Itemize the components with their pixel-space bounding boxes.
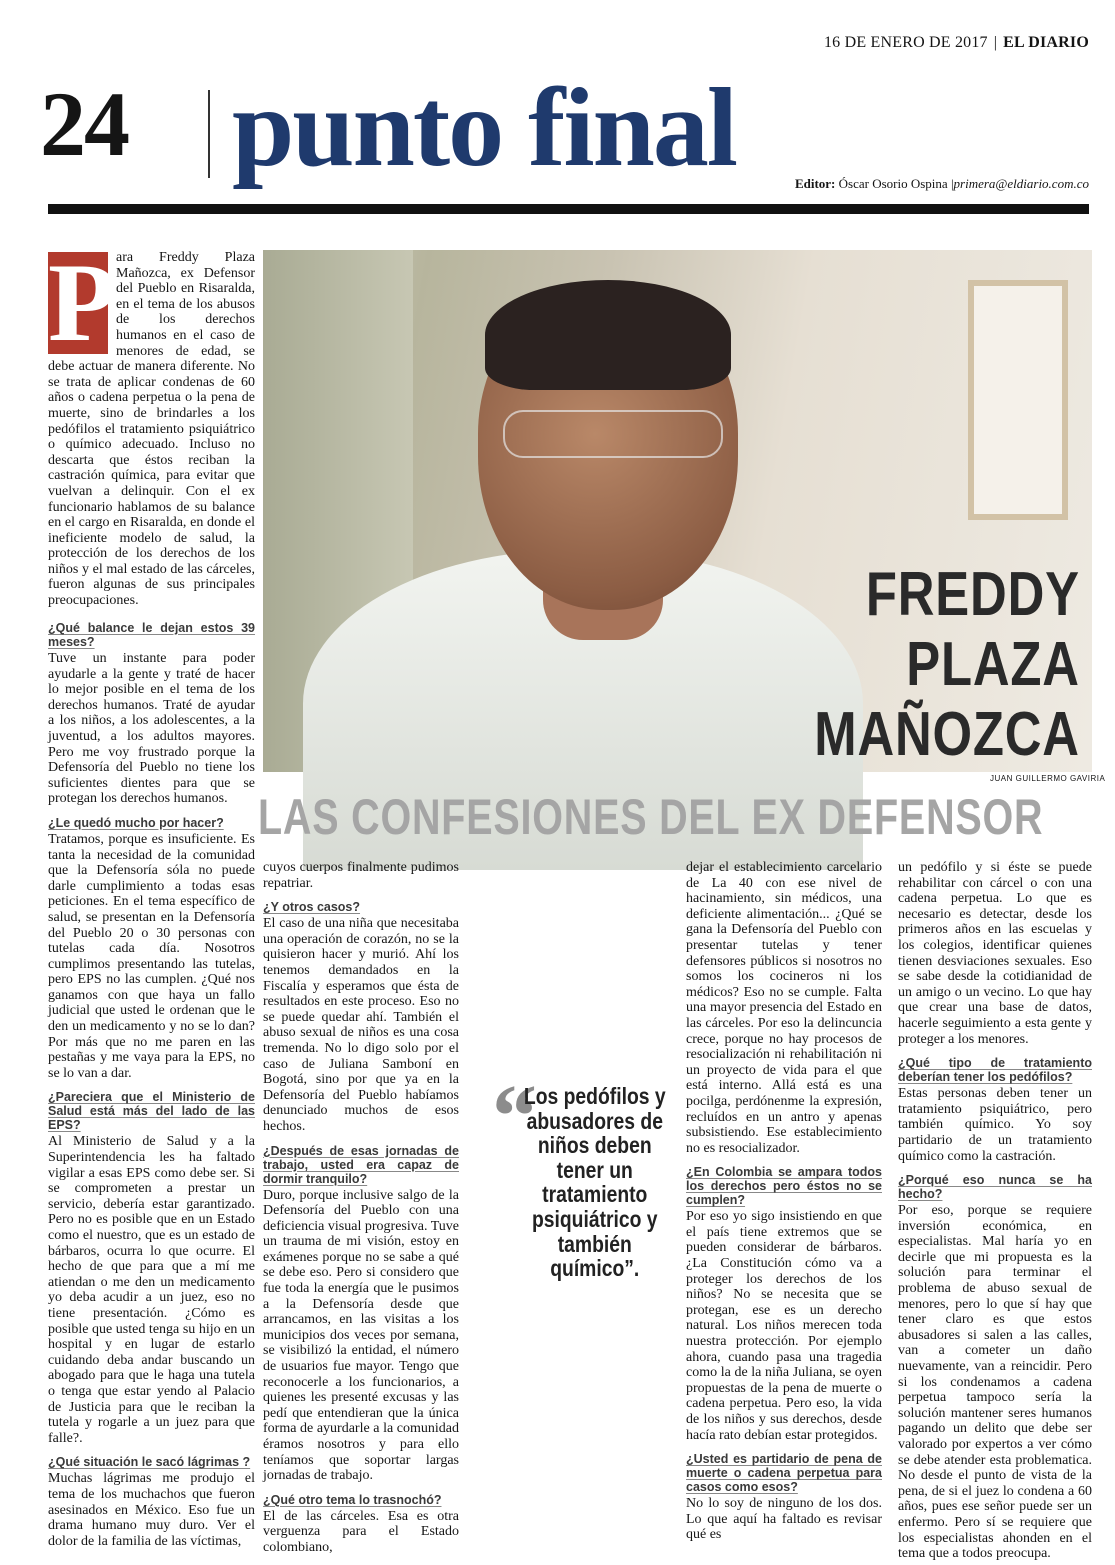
answer: Por eso yo sigo insistiendo en que el país tiene extremos que se pueden considerar de bárbaros. ¿La Constitución cómo va a proteger los derechos de los niños? No se necesita que se protegan, ese es un derecho natural. Los niños merecen toda nuestra protección. Por ejemplo ahora, cuando pasa una tragedia como la de la niña Juliana, se oyen propuestas de la pena de muerte o cadena perpetua. Pero eso, la vida de los niños y sus derechos, desde hacía rato debían estar protegidos. — [686, 1209, 882, 1443]
header-divider — [208, 90, 210, 178]
quote-mark-icon: “ — [492, 1067, 537, 1166]
editor-name: Óscar Osorio Ospina — [838, 176, 948, 191]
name-line: FREDDY — [866, 560, 1080, 629]
question: ¿Pareciera que el Ministerio de Salud está más del lado de las EPS? — [48, 1090, 255, 1133]
answer: No lo soy de ninguno de los dos. Lo que aquí ha faltado es revisar qué es — [686, 1496, 882, 1543]
editor-credit — [795, 176, 1089, 192]
answer: Estas personas deben tener un tratamiento psiquiátrico, pero también químico. Yo soy partidario de un tratamiento químico como la castración. — [898, 1086, 1092, 1164]
editor-label: Editor: — [794, 176, 836, 191]
answer: El de las cárceles. Esa es otra verguenza para el Estado colombiano, — [263, 1508, 459, 1555]
answer: un pedófilo y si éste se puede rehabilitar con cárcel o con una cadena perpetua. Lo que es necesario es detectar, desde los primeros años en las escuelas y los colegios, identificar quienes tienen desviaciones sexuales. Eso se sabe desde la cotidianidad de un amigo o un vecino. Lo que hay que crear una base de datos, hacerle seguimiento a esta gente y proteger a los menores. — [898, 860, 1092, 1047]
issue-date: 16 DE ENERO DE 2017 — [823, 34, 988, 51]
masthead-dateline — [824, 34, 1089, 52]
answer: Al Ministerio de Salud y a la Superintendencia les ha faltado vigilar a esas EPS como debe ser. Si se comprometen a prestar un servicio, debería estar garantizado. Pero no es posible que en un Estado como el nuestro, que es un estado de bárbaros, ocurra lo que ocurre. El hecho de que para que a mí me atiendan o me den un medicamento yo deba acudir a un juez, eso no tiene presentación. ¿Cómo es posible que usted tenga su hijo en un hospital y en lugar de estarlo cuidando deba andar buscando un abogado para que le haga una tutela o tenga que estar yendo al Palacio de Justicia para que le reciban la tutela y rogarle a un juez para que falle?. — [48, 1134, 255, 1446]
photo-glasses — [503, 410, 723, 458]
photo-credit: JUAN GUILLERMO GAVIRIA — [990, 774, 1106, 783]
question: ¿Qué otro tema lo trasnochó? — [263, 1492, 442, 1507]
question: ¿Qué tipo de tratamiento deberían tener los pedófilos? — [898, 1056, 1092, 1085]
question: ¿Le quedó mucho por hacer? — [48, 815, 224, 830]
answer: Muchas lágrimas me produjo el tema de los muchachos que fueron asesinados en México. Eso fue un drama humano muy duro. Ver el dolor de la familia de las víctimas, — [48, 1471, 255, 1549]
pull-quote-text: Los pedófilos y abusadores de niños deben tener un tratamiento psiquiátrico y también químico”. — [523, 1083, 666, 1282]
answer: Duro, porque inclusive salgo de la Defensoría del Pueblo con una deficiencia visual progresiva. Tuve un trauma de mi visión, estoy en exámenes porque no se sabe a qué se debe eso. Pero si considero que fue toda la energía que le pusimos a la Defensoría desde que arrancamos, en las visitas a los municipios dos veces por semana, se visibilizó la entidad, el número de usuarios fue mayor. Tengo que reconocerle a los funcionarios, a quienes les presenté excusas y las pedí que entendieran que la única forma de ayurdarle a la comunidad éramos nosotros y para ello teníamos que soportar largas jornadas de trabajo. — [263, 1187, 459, 1484]
answer: Tratamos, porque es insuficiente. Es tanta la necesidad de la comunidad que la Defensoría sóla no puede darle cumplimiento a todas esas peticiones. En el tema específico de salud, se presentan en la Defensoría del Pueblo 20 o 30 personas con tutelas cada día. Nosotros cumplimos presentando las tutelas, pero EPS no las cumplen. ¿Qué nos ganamos con que haya un fallo judicial que usted le ordenan que le den un medicamento y no se lo dan? Por más que no me paren en las pestañas y me vaya para la EPS, no se lo van a dar. — [48, 831, 255, 1081]
question: ¿Qué balance le dejan estos 39 meses? — [48, 621, 255, 649]
editor-separator: | — [950, 176, 954, 191]
dropcap: P — [48, 241, 117, 365]
header-rule — [48, 204, 1089, 214]
question: ¿En Colombia se ampara todos los derechos pero éstos no se cumplen? — [686, 1165, 882, 1208]
portrait-photo — [263, 250, 1092, 772]
answer: Tuve un instante para poder ayudarle a la gente y traté de hacer lo mejor posible en el tema de los derechos humanos. Traté de ayudar a los niños, a los adolescentes, a la juventud, a los adultos mayores. Pero me voy frustrado porque la Defensoría del Pueblo no tiene los suficientes dientes para que se protegan los derechos humanos. — [48, 651, 255, 807]
column-4 — [898, 860, 1092, 1565]
interviewee-name — [814, 560, 1080, 770]
newspaper-name: EL DIARIO — [1003, 34, 1089, 51]
question: ¿Porqué eso nunca se ha hecho? — [898, 1173, 1092, 1202]
name-line: PLAZA — [906, 630, 1080, 699]
masthead-separator: | — [993, 34, 998, 51]
column-3 — [686, 860, 882, 1546]
headline: LAS CONFESIONES DEL EX DEFENSOR — [258, 789, 1044, 845]
photo-hair — [485, 280, 731, 390]
answer: El caso de una niña que necesitaba una operación de corazón, no se la quisieron hacer y murió. Ahí los tenemos demandados en la Fiscalía y esperamos que ésta de resultados en este proceso. Eso no se puede quedar ahí. También el abuso sexual de niños es una cosa tremenda. No lo digo solo por el caso de Juliana Samboní en Bogotá, sino por que ya en la Defensoría del Pueblo habíamos denunciado muchos de esos hechos. — [263, 916, 459, 1134]
editor-email: primera@eldiario.com.co — [953, 176, 1089, 191]
column-2 — [263, 860, 459, 1559]
question: ¿Qué situación le sacó lágrimas ? — [48, 1455, 251, 1470]
section-title: punto final — [232, 66, 736, 190]
answer: Por eso, porque se requiere inversión económica, en especialistas. Mal haría yo en decirle que mi propuesta es la solución para terminar el problema de abuso sexual de menores, pero lo que sí hay que tener claro es que estos abusadores si salen a las calles, van a cometer un daño nuevamente, van a reincidir. Pero si los condenamos a cadena perpetua tampoco sería la solución mantener seres humanos pagando un delito que debe ser valorado por expertos a ver cómo se debe atender esta problematica. No desde el punto de vista de la pena, de si el juez lo condena a 60 años, pues ese señor puede ser un enfermo. Pero sí se requiere que los especialistas ahonden en el tema que a todos preocupa. — [898, 1203, 1092, 1562]
article-intro — [48, 241, 255, 612]
answer: cuyos cuerpos finalmente pudimos repatriar. — [263, 860, 459, 891]
question: ¿Y otros casos? — [263, 900, 361, 915]
photo-background-frame — [968, 280, 1068, 520]
question: ¿Después de esas jornadas de trabajo, usted era capaz de dormir tranquilo? — [263, 1143, 459, 1186]
name-line: MAÑOZCA — [814, 700, 1080, 769]
intro-paragraph: ara Freddy Plaza Mañozca, ex Defensor del Pueblo en Risaralda, en el tema de los abusos de los derechos humanos en el caso de menores de edad, se debe actuar de manera diferente. No se trata de aplicar condenas de 60 años o cadena perpetua o la pena de muerte, sino de brindarles a los pedófilos el tratamiento psiquiátrico o químico adecuado. Incluso no descarta que éstos reciban la castración química, para evitar que vuelvan a delinquir. Con el ex funcionario hablamos de su balance en el cargo en Risaralda, en donde el ineficiente modelo de salud, la protección de los derechos de los niños y el mal estado de las cárceles, fueron algunas de sus principales preocupaciones. — [48, 250, 255, 609]
column-1 — [48, 612, 255, 1552]
answer: dejar el establecimiento carcelario de La 40 con ese nivel de hacinamiento, sin médicos, una deficiente alimentación... ¿Qué se gana la Defensoría del Pueblo con presentar tutelas y tener defensores públicos si nosotros no somos los cocineros ni los médicos? Eso no se cumple. Falta una mayor presencia del Estado en las cárceles. Por eso la delincuncia crece, porque no hay procesos de resocialización ni rehabilitación ni un proyecto de vida para el que está interno. Allá está es una pocilga, perdónenme la expresión, recluídos en un antro y apenas subsistiendo. Ese establecimiento no es resocializador. — [686, 860, 882, 1156]
question: ¿Usted es partidario de pena de muerte o cadena perpetua para casos como esos? — [686, 1452, 882, 1495]
page-number: 24 — [40, 73, 128, 175]
